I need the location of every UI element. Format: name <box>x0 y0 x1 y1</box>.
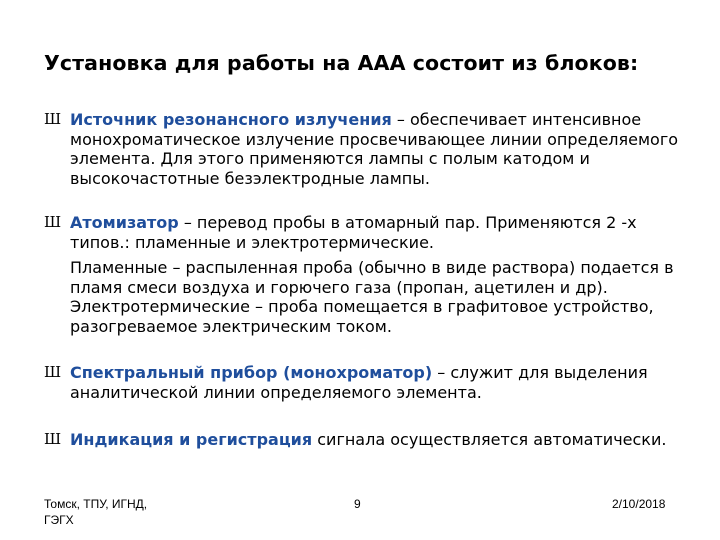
bullet-term: Атомизатор <box>70 213 179 232</box>
bullet-marker: Ш <box>44 213 62 231</box>
footer-page-number: 9 <box>354 497 361 511</box>
bullet-description: – обеспечивает интенсивное монохроматическое излучение просвечивающее линии определяемого элемента. Для этого применяются лампы с полым катодом и высокочастотные безэлектродные лампы. <box>70 110 679 188</box>
bullet-text <box>70 363 684 402</box>
bullet-marker: Ш <box>44 110 62 128</box>
bullet-term: Спектральный прибор (монохроматор) <box>70 363 433 382</box>
bullet-term: Индикация и регистрация <box>70 430 313 449</box>
bullet-atomizer <box>44 213 684 336</box>
bullet-term: Источник резонансного излучения <box>70 110 392 129</box>
footer-org-line2: ГЭГХ <box>44 513 74 527</box>
footer-org-line1: Томск, ТПУ, ИГНД, <box>44 497 148 511</box>
footer-date: 2/10/2018 <box>612 497 666 511</box>
bullet-marker: Ш <box>44 363 62 381</box>
bullet-text <box>70 430 684 450</box>
bullet-source <box>44 110 684 188</box>
bullet-subtext: Пламенные – распыленная проба (обычно в виде раствора) подается в пламя смеси воздуха и горючего газа (пропан, ацетилен и др). Электротермические – проба помещается в графитовое устройство, разогреваемое электрическим током. <box>70 258 674 336</box>
bullet-marker: Ш <box>44 430 62 448</box>
bullet-description: – перевод пробы в атомарный пар. Применяются 2 -х типов.: пламенные и электротермические. <box>70 213 637 252</box>
bullet-description: сигнала осуществляется автоматически. <box>312 430 667 449</box>
bullet-text <box>70 213 684 252</box>
bullet-indication <box>44 430 684 450</box>
bullet-monochromator <box>44 363 684 402</box>
bullet-description: – служит для выделения аналитической линии определяемого элемента. <box>70 363 648 402</box>
slide-title: Установка для работы на ААА состоит из блоков: <box>44 51 639 75</box>
footer-organization <box>44 496 147 528</box>
bullet-text <box>70 110 684 188</box>
